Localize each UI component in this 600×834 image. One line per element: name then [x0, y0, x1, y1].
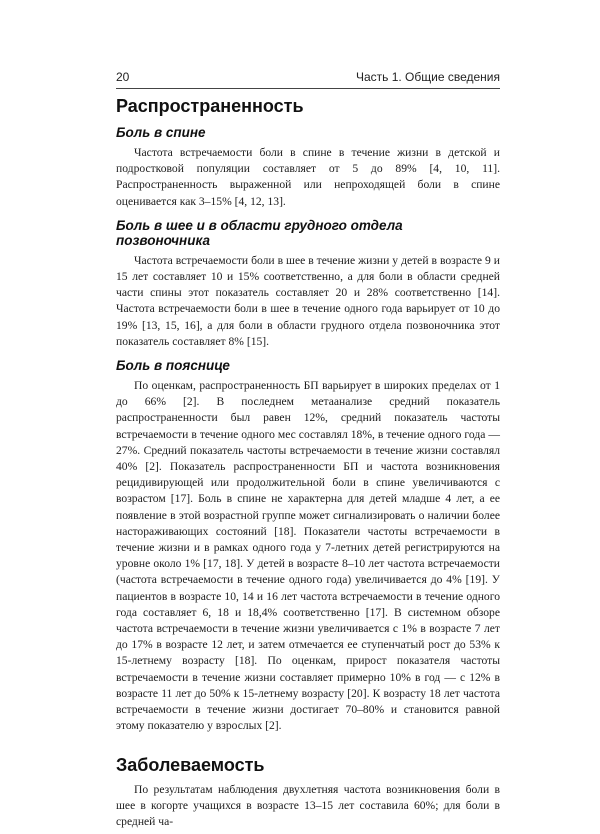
- part-title: Часть 1. Общие сведения: [355, 70, 500, 84]
- page-content: [116, 96, 500, 834]
- paragraph-back-pain: Частота встречаемости боли в спине в течение жизни в детской и подростковой популяции составляет от 5 до 89% [4, 10, 11]. Распространенность выраженной или непроходящей боли в спине оценивается как 3–15% [4, 12, 13].: [116, 146, 500, 208]
- paragraph-neck-pain: Частота встречаемости боли в шее в течение жизни у детей в возрасте 9 и 15 лет составляет 10 и 15% соответственно, а для боли в области средней части спины этот показатель составляет 20 и 28% соответственно [14]. Частота встречаемости боли в шее в течение одного года варьирует от 10 до 19% [13, 15, 16], а для боли в области грудного отдела позвоночника этот показатель составляет 8% [15].: [116, 253, 500, 348]
- subsection-title-lumbar-pain: Боль в пояснице: [116, 358, 230, 374]
- section-title-incidence: Заболеваемость: [116, 754, 265, 775]
- header-divider: [116, 88, 500, 89]
- subsection-title-neck-pain: Боль в шее и в области грудного отдела позвоночника: [116, 217, 403, 248]
- paragraph-lumbar-pain: По оценкам, распространенность БП варьирует в широких пределах от 1 до 66% [2]. В последнем метаанализе средний показатель распространенности был равен 12%, средний показатель частоты встречаемости в течение одного мес составлял 18%, в течение одного года — 27%. Средний показатель частоты встречаемости в течение жизни составлял 40% [2]. Показатель распространенности БП и частота возникновения рецидивирующей или продолжительной боли в спине увеличиваются с возрастом [17]. Боль в спине не характерна для детей младше 4 лет, а ее появление в этой возрастной группе может сигнализировать о наличии более настораживающих состояний [18]. Показатели частоты встречаемости в течение жизни и в рамках одного года у 7-летних детей регистрируются на уровне около 1% [17, 18]. У детей в возрасте 8–10 лет частота встречаемости (частота встречаемости в течение одного года) увеличивается до 4% [19]. У пациентов в возрасте 10, 14 и 16 лет частота встречаемости в течение одного года составляет 6, 18 и 18,4% соответственно [17]. В системном обзоре частота встречаемости в течение жизни увеличивается с 1% в возрасте 7 лет до 17% в возрасте 12 лет, и затем отмечается ее ступенчатый рост до 53% к 15-летнему возрасту [18]. По оценкам, прирост показателя частоты встречаемости в течение жизни составляет примерно 10% в год — с 12% в возрасте 11 лет до 50% к 15-летнему возрасту [20]. К возрасту 18 лет частота встречаемости в течение жизни достигает 70–80% и становится равной этому показателю у взрослых [2].: [116, 379, 500, 733]
- subsection-title-back-pain: Боль в спине: [116, 125, 206, 140]
- page-number: 20: [116, 70, 130, 84]
- paragraph-incidence: По результатам наблюдения двухлетняя частота возникновения боли в шее в когорте учащихся в возрасте 13–15 лет составила 60%; для боли в средней ча-: [116, 782, 500, 828]
- section-title-prevalence: Распространенность: [116, 96, 304, 116]
